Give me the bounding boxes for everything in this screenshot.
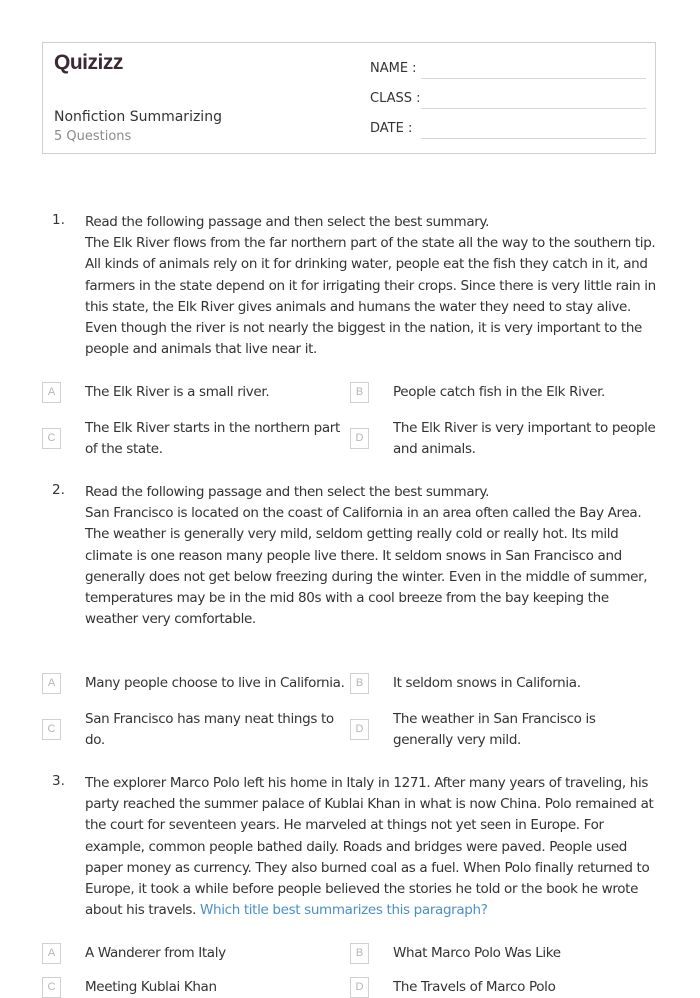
option-letter: A	[42, 673, 61, 694]
option-letter: C	[42, 719, 61, 740]
option-letter: D	[350, 719, 369, 740]
option-text: People catch fish in the Elk River.	[393, 384, 605, 400]
option-text: San Francisco has many neat things to do.	[85, 711, 334, 749]
class-label: CLASS :	[370, 91, 421, 106]
option-letter: D	[350, 977, 369, 998]
question-text	[85, 773, 657, 921]
question-text: Read the following passage and then select the best summary. The Elk River flows from the far northern part of the state all the way to the southern tip. All kinds of animals rely on it for drinking water, people eat the fish they catch in it, and farmers in the state depend on it for irrigating their crops. Since there is very little rain in this state, the Elk River gives animals and humans the water they need to stay alive. Even though the river is not nearly the biggest in the nation, it is very important to the people and animals that live near it.	[85, 214, 656, 358]
option-text: It seldom snows in California.	[393, 675, 581, 691]
class-field[interactable]	[421, 108, 646, 109]
question-count: 5 Questions	[54, 129, 132, 144]
question-text: Read the following passage and then select the best summary. San Francisco is located on the coast of California in an area often called the Bay Area. The weather is generally very mild, seldom getting really cold or really hot. Its mild climate is one reason many people live there. It seldom snows in San Francisco and generally does not get below freezing during the winter. Even in the middle of summer, temperatures may be in the mid 80s with a cool breeze from the bay keeping the weather very comfortable.	[85, 484, 648, 628]
question-number: 1.	[52, 212, 65, 228]
quizizz-logo: Quizizz	[54, 51, 123, 74]
name-label: NAME :	[370, 61, 417, 76]
option-letter: C	[42, 428, 61, 449]
option-text: The Elk River starts in the northern part of the state.	[85, 420, 340, 458]
option-text: Meeting Kublai Khan	[85, 979, 217, 995]
option-letter: C	[42, 977, 61, 998]
option-letter: B	[350, 673, 369, 694]
option-text: What Marco Polo Was Like	[393, 945, 561, 961]
option-letter: B	[350, 382, 369, 403]
date-field[interactable]	[421, 138, 646, 139]
option-letter: A	[42, 382, 61, 403]
option-text: A Wanderer from Italy	[85, 945, 226, 961]
option-text: The weather in San Francisco is generally very mild.	[393, 711, 596, 749]
option-text: The Elk River is very important to people and animals.	[393, 420, 656, 458]
question-number: 3.	[52, 773, 65, 789]
option-letter: B	[350, 943, 369, 964]
question-body: The explorer Marco Polo left his home in Italy in 1271. After many years of traveling, his party reached the summer palace of Kublai Khan in what is now China. Polo remained at the court for seventeen years. He marveled at things not yet seen in Europe. For example, common people bathed daily. Roads and bridges were paved. People used paper money as currency. They also burned coal as a fuel. When Polo finally returned to Europe, it took a while before people believed the stories he told or the book he wrote about his travels.	[85, 775, 654, 919]
question-number: 2.	[52, 482, 65, 498]
name-field[interactable]	[421, 78, 646, 79]
option-letter: A	[42, 943, 61, 964]
option-text: The Travels of Marco Polo	[393, 979, 556, 995]
option-text: Many people choose to live in California.	[85, 675, 345, 691]
option-letter: D	[350, 428, 369, 449]
worksheet-title: Nonfiction Summarizing	[54, 109, 222, 125]
worksheet-header	[42, 42, 656, 154]
question-prompt: Which title best summarizes this paragraph?	[200, 902, 488, 919]
date-label: DATE :	[370, 121, 413, 136]
option-text: The Elk River is a small river.	[85, 384, 270, 400]
